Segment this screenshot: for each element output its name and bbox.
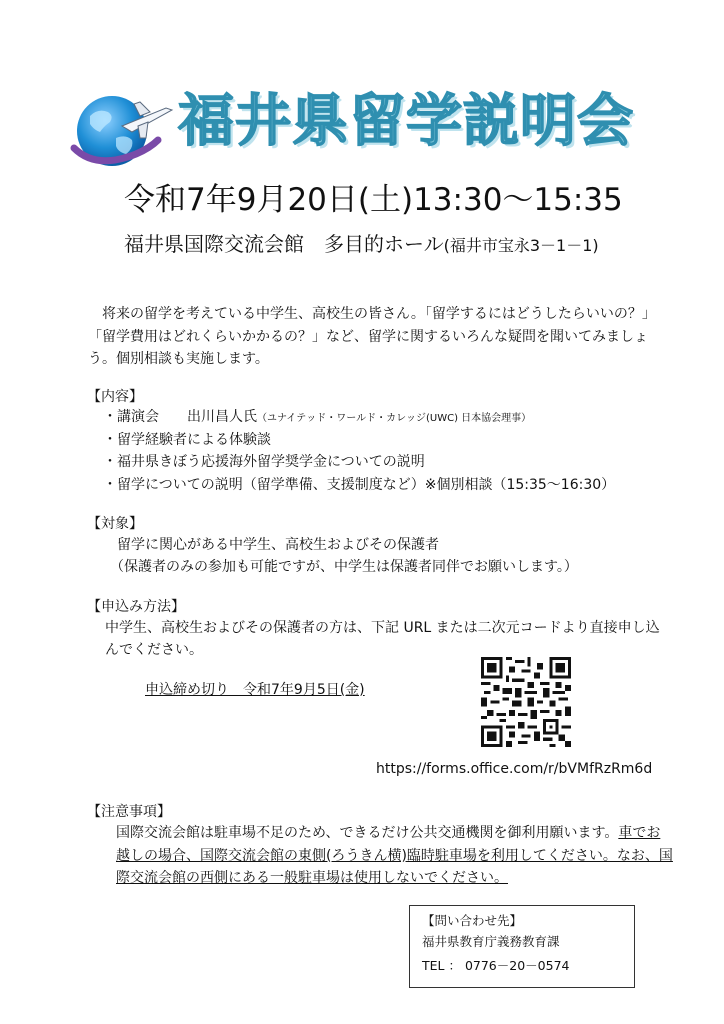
apply-line: んでください。 bbox=[105, 642, 203, 658]
content-heading: 【内容】 bbox=[87, 389, 143, 405]
event-venue bbox=[124, 230, 599, 260]
apply-url-link[interactable]: https://forms.office.com/r/bVMfRzRm6d bbox=[376, 761, 653, 777]
globe-airplane-icon bbox=[60, 86, 178, 176]
notes-text-underlined: 車でお bbox=[618, 825, 661, 841]
qr-code-icon[interactable] bbox=[481, 657, 571, 747]
event-datetime: 令和7年9月20日(土)13:30～15:35 bbox=[124, 182, 623, 218]
contact-heading: 【問い合わせ先】 bbox=[422, 913, 523, 928]
content-item-note: （ユナイテッド・ワールド・カレッジ(UWC) 日本協会理事） bbox=[257, 413, 532, 424]
venue-name: 福井県国際交流会館 多目的ホール bbox=[124, 232, 444, 256]
venue-address: (福井市宝永3－1－1) bbox=[443, 236, 599, 255]
apply-line: 中学生、高校生およびその保護者の方は、下記 URL または二次元コードより直接申し込 bbox=[105, 620, 660, 636]
contact-office: 福井県教育庁義務教育課 bbox=[422, 934, 560, 949]
notes-line bbox=[116, 822, 660, 845]
apply-deadline: 申込締め切り 令和7年9月5日(金) bbox=[145, 682, 365, 698]
contact-box bbox=[409, 905, 635, 988]
content-item bbox=[103, 406, 531, 431]
notes-line: 越しの場合、国際交流会館の東側(ろうきん横)臨時駐車場を利用してください。なお、国 bbox=[116, 848, 673, 864]
target-line: 留学に関心がある中学生、高校生およびその保護者 bbox=[117, 537, 439, 553]
page-title: 福井県留学説明会 bbox=[178, 89, 634, 154]
content-item: ・留学経験者による体験談 bbox=[103, 432, 271, 448]
notes-heading: 【注意事項】 bbox=[87, 804, 171, 820]
target-note: （保護者のみの参加も可能ですが、中学生は保護者同伴でお願いします。） bbox=[110, 559, 578, 575]
apply-heading: 【申込み方法】 bbox=[87, 599, 185, 615]
notes-line: 際交流会館の西側にある一般駐車場は使用しないでください。 bbox=[116, 870, 508, 886]
target-heading: 【対象】 bbox=[87, 516, 143, 532]
content-item: ・福井県きぼう応援海外留学奨学金についての説明 bbox=[103, 454, 425, 470]
content-item: ・留学についての説明（留学準備、支援制度など）※個別相談（15:35～16:30） bbox=[103, 477, 616, 493]
contact-tel: TEL ： 0776－20－0574 bbox=[422, 958, 570, 973]
intro-paragraph: 将来の留学を考えている中学生、高校生の皆さん。「留学するにはどうしたらいいの？」「留学費用はどれくらいかかるの？」など、留学に関するいろんな疑問を聞いてみましょう。個別相談も実施します。 bbox=[88, 306, 656, 367]
content-item-main: ・講演会 出川昌人氏 bbox=[103, 409, 257, 425]
notes-text: 国際交流会館は駐車場不足のため、できるだけ公共交通機関を御利用願います。 bbox=[116, 825, 619, 841]
